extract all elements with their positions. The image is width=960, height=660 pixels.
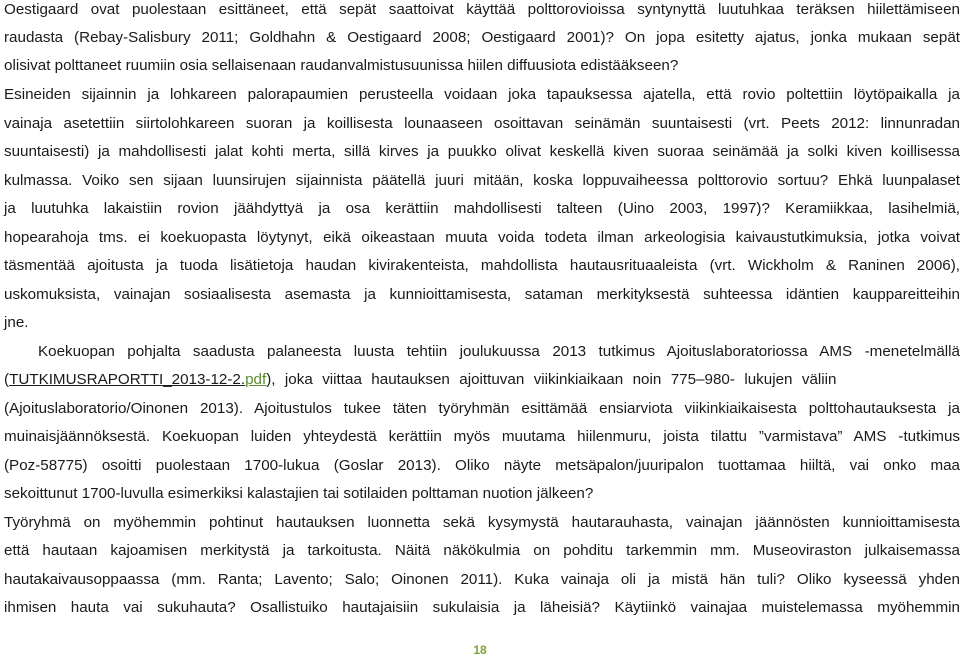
text-line: ja luutuhka lakaistiin rovion jäähdyttyä ja osa kerättiin mahdollisesti talteen (Uino 2003, 1997)? Keramiikkaa, lasihelmiä,: [4, 200, 960, 217]
text-line: sekoittunut 1700-luvulla esimerkiksi kalastajien tai sotilaiden polttaman nuotion jälkeen?: [4, 485, 594, 502]
page-number: 18: [473, 643, 487, 657]
report-link-extension[interactable]: pdf: [245, 371, 267, 388]
text-line: jne.: [4, 314, 29, 331]
text-line: että hautaan kajoamisen merkitystä ja tarkoitusta. Näitä näkökulmia on pohditu tarkemmin mm. Museoviraston julkaisemassa: [4, 542, 960, 559]
text-line: kulmassa. Voiko sen sijaan luunsirujen sijainnista päätellä juuri mitään, koska loppuvaiheessa polttorovio sortuu? Ehkä luunpalaset: [4, 172, 960, 189]
text-line: uskomuksista, vainajan sosiaalisesta asemasta ja kunnioittamisesta, sataman merkityksestä suhteessa idäntien kauppareitteihin: [4, 286, 960, 303]
text-line: hopearahoja tms. ei koekuopasta löytynyt, eikä oikeastaan muuta voida todeta ilman arkeologisia kaivaustutkimuksia, jotka voivat: [4, 229, 960, 246]
text-line: Oestigaard ovat puolestaan esittäneet, että sepät saattoivat käyttää polttorovioissa syntynyttä luutuhkaa teräksen hiilettämiseen: [4, 1, 960, 18]
text-line: täsmentää ajoitusta ja tuoda lisätietoja haudan kivirakenteista, mahdollista hautausrituaaleista (vrt. Wickholm & Raninen 2006),: [4, 257, 960, 274]
text-line: (Ajoituslaboratorio/Oinonen 2013). Ajoitustulos tukee täten työryhmän esittämää ensiarviota viikinkiaikaisesta polttohautauksesta ja: [4, 400, 960, 417]
paren-open: (: [4, 371, 10, 388]
text-line: suuntaisesti) ja mahdollisesti jalat kohti merta, sillä kirves ja puukko olivat keskellä kiven suoraa seinämää ja solki kiven koillisessa: [4, 143, 960, 160]
paragraph-start-line: Koekuopan pohjalta saadusta palaneesta luusta tehtiin joulukuussa 2013 tutkimus Ajoituslaboratoriossa AMS -menetelmällä: [38, 343, 960, 360]
text-line: Työryhmä on myöhemmin pohtinut hautauksen luonnetta sekä kysymystä hautarauhasta, vainajan jäännösten kunnioittamisesta: [4, 514, 960, 531]
report-link[interactable]: [9, 371, 266, 388]
text-line: olisivat polttaneet ruumiin osia sellaisenaan raudanvalmistusuunissa hiilen diffuusiota edistääkseen?: [4, 57, 679, 74]
text-line: muinaisjäännöksestä. Koekuopan luiden yhteydestä kerättiin myös muutama hiilenmuru, joista tilattu ”varmistava” AMS -tutkimus: [4, 428, 960, 445]
text-line-with-link: [4, 370, 960, 390]
paren-close: ): [266, 371, 272, 388]
text-line: (Poz-58775) osoitti puolestaan 1700-lukua (Goslar 2013). Oliko näyte metsäpalon/juuripalon tuottamaa hiiltä, vai onko maa: [4, 457, 960, 474]
text-line: raudasta (Rebay-Salisbury 2011; Goldhahn & Oestigaard 2008; Oestigaard 2001)? On jopa esitetty ajatus, jonka mukaan sepät: [4, 29, 960, 46]
text-line: ihmisen hauta vai sukuhauta? Osallistuiko hautajaisiin sukulaisia ja läheisiä? Käytiinkö vainajaa muistelemassa myöhemmin: [4, 599, 960, 616]
text-line: Esineiden sijainnin ja lohkareen palorapaumien perusteella voidaan joka tapauksessa ajatella, että rovio poltettiin löytöpaikalla ja: [4, 86, 960, 103]
text-line: hautakaivausoppaassa (mm. Ranta; Lavento; Salo; Oinonen 2011). Kuka vainaja oli ja mistä hän tuli? Oliko kyseessä yhden: [4, 571, 960, 588]
text-line-rest: , joka viittaa hautauksen ajoittuvan viikinkiaikaan noin 775–980- lukujen väliin: [271, 371, 837, 388]
report-link-name[interactable]: TUTKIMUSRAPORTTI_2013-12-2.: [9, 371, 246, 388]
text-line: vainaja asetettiin siirtolohkareen suoran ja koillisesta lounaaseen osoittavan seinämän suuntaisesti (vrt. Peets 2012: linnunradan: [4, 115, 960, 132]
